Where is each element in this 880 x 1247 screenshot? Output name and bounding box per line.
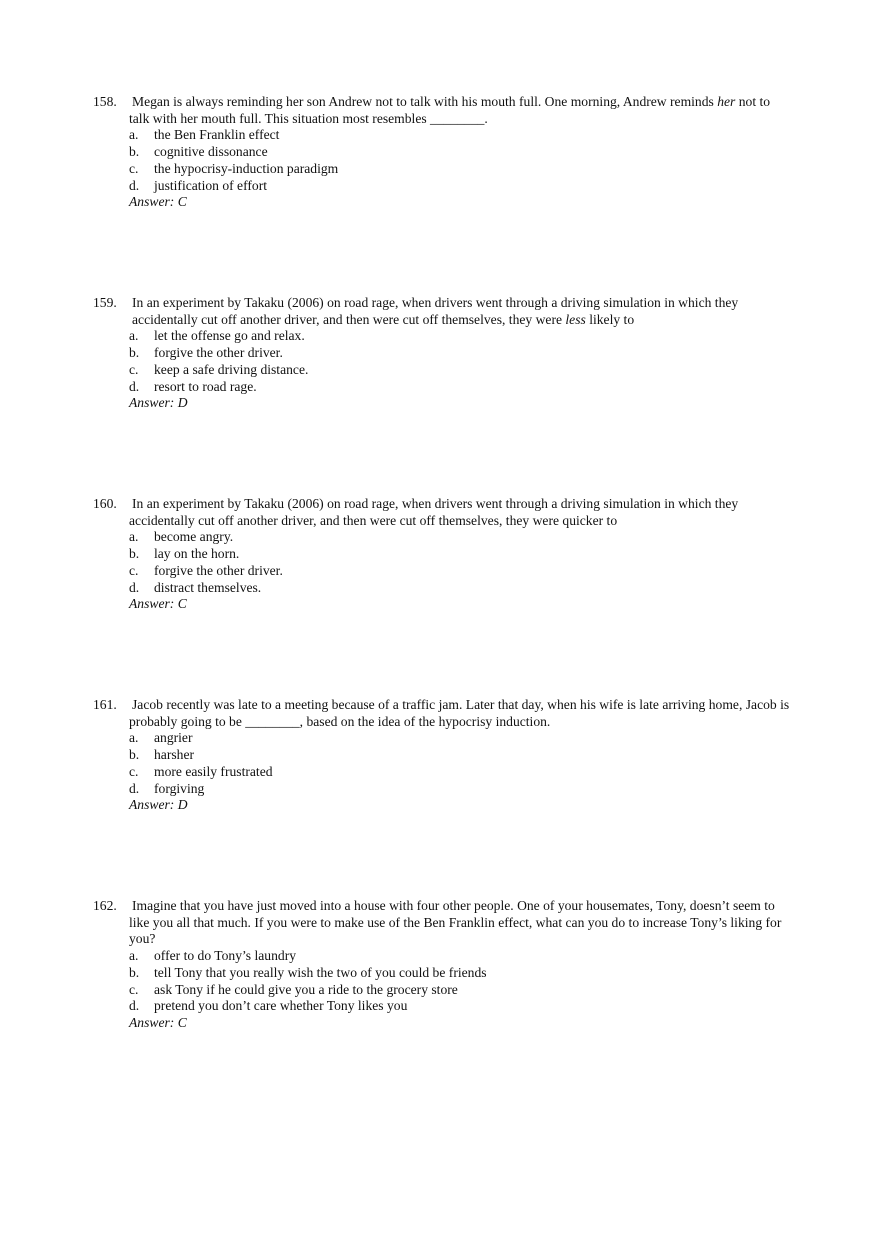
question-number: 160. <box>93 496 117 511</box>
question-162 <box>93 898 793 1032</box>
question-number: 158. <box>93 94 117 109</box>
option-d: d. forgiving <box>129 780 205 796</box>
option-c: c. keep a safe driving distance. <box>129 361 309 377</box>
option-a: a. the Ben Franklin effect <box>129 127 280 143</box>
option-a: a. let the offense go and relax. <box>129 328 305 344</box>
question-number: 162. <box>93 898 117 913</box>
question-number: 159. <box>93 295 117 310</box>
option-a: a. offer to do Tony’s laundry <box>129 948 297 964</box>
question-stem: In an experiment by Takaku (2006) on road rage, when drivers went through a driving simulation in which they accidentally cut off another driver, and then were cut off themselves, they were quicker to <box>129 496 739 528</box>
option-b: b. cognitive dissonance <box>129 144 268 160</box>
question-159 <box>93 295 793 412</box>
option-a: a. become angry. <box>129 529 234 545</box>
option-b: b. tell Tony that you really wish the two of you could be friends <box>129 964 487 980</box>
question-stem: Jacob recently was late to a meeting because of a traffic jam. Later that day, when his wife is late arriving home, Jacob is probably going to be ________, based on the idea of the hypocrisy induction. <box>129 697 790 729</box>
answer: Answer: C <box>129 194 187 210</box>
option-d: d. resort to road rage. <box>129 378 257 394</box>
answer: Answer: D <box>129 797 188 813</box>
options-list <box>93 948 793 1015</box>
question-stem: Megan is always reminding her son Andrew not to talk with his mouth full. One morning, Andrew reminds her not to talk with her mouth full. This situation most resembles ________. <box>129 94 771 126</box>
option-b: b. forgive the other driver. <box>129 345 283 361</box>
options-list <box>93 127 793 194</box>
question-stem: Imagine that you have just moved into a house with four other people. One of your housemates, Tony, doesn’t seem to like you all that much. If you were to make use of the Ben Franklin effect, what can you do to increase Tony’s liking for you? <box>129 898 782 947</box>
question-158 <box>93 94 793 211</box>
answer: Answer: D <box>129 395 188 411</box>
option-a: a. angrier <box>129 730 193 746</box>
option-d: d. distract themselves. <box>129 579 262 595</box>
options-list <box>93 730 793 797</box>
options-list <box>93 529 793 596</box>
option-b: b. harsher <box>129 747 195 763</box>
question-161 <box>93 697 793 814</box>
question-160 <box>93 496 793 613</box>
option-c: c. ask Tony if he could give you a ride to the grocery store <box>129 981 458 997</box>
answer: Answer: C <box>129 1014 187 1030</box>
option-d: d. pretend you don’t care whether Tony likes you <box>129 998 408 1014</box>
answer: Answer: C <box>129 596 187 612</box>
option-d: d. justification of effort <box>129 177 267 193</box>
question-number: 161. <box>93 697 117 712</box>
option-c: c. forgive the other driver. <box>129 562 283 578</box>
options-list <box>93 328 793 395</box>
question-stem: In an experiment by Takaku (2006) on road rage, when drivers went through a driving simulation in which they accidentally cut off another driver, and then were cut off themselves, they were less likely to <box>132 295 739 327</box>
option-b: b. lay on the horn. <box>129 546 240 562</box>
option-c: c. more easily frustrated <box>129 763 273 779</box>
option-c: c. the hypocrisy-induction paradigm <box>129 160 339 176</box>
